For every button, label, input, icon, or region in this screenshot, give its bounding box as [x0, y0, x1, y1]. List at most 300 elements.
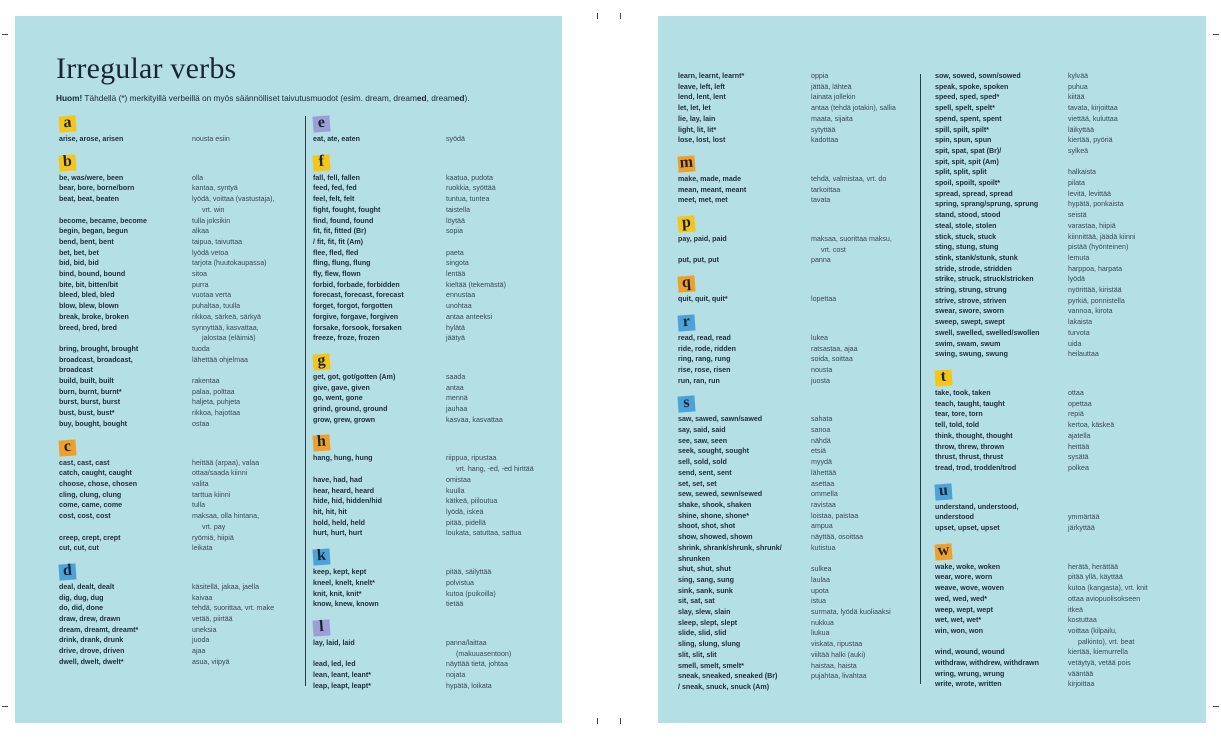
section-letter-u: u	[934, 483, 952, 500]
finnish-translation: pitää yllä, käyttää	[1068, 573, 1123, 582]
verb-forms: deal, dealt, dealt	[59, 582, 115, 591]
verb-row	[678, 114, 896, 125]
finnish-translation: polkea	[1068, 463, 1089, 472]
finnish-translation: heilauttaa	[1068, 350, 1099, 359]
verb-forms: forecast, forecast, forecast	[313, 291, 404, 300]
finnish-translation: antaa anteeksi	[446, 312, 493, 321]
finnish-translation: näyttää, osoittaa	[811, 533, 864, 542]
verb-forms: run, ran, run	[678, 376, 720, 385]
verb-forms: see, saw, seen	[678, 436, 728, 445]
verb-forms: fight, fought, fought	[313, 205, 381, 214]
verb-forms: spill, spilt, spilt*	[935, 125, 989, 134]
verb-forms: spoil, spoilt, spoilt*	[935, 179, 1001, 188]
verb-forms: dream, dreamt, dreamt*	[59, 625, 139, 634]
finnish-translation: kutistua	[811, 543, 836, 552]
verb-forms: lie, lay, lain	[678, 114, 716, 123]
verb-row	[313, 226, 534, 237]
finnish-translation: antaa (tehdä jotakin), sallia	[811, 104, 896, 113]
finnish-translation: rikkoa, hajottaa	[192, 409, 241, 418]
verb-forms: sleep, slept, slept	[678, 618, 738, 627]
verb-forms: bring, brought, brought	[59, 344, 139, 353]
finnish-translation: upota	[811, 586, 829, 595]
finnish-translation: oppia	[811, 72, 829, 80]
finnish-translation: kuulla	[446, 486, 465, 495]
finnish-translation: sanoa	[811, 426, 831, 435]
finnish-translation: loistaa, paistaa	[811, 511, 859, 520]
finnish-translation: ottaa/saada kiinni	[192, 469, 248, 478]
section-letter-a: a	[58, 115, 76, 132]
verb-forms: lose, lost, lost	[678, 136, 726, 145]
finnish-translation: antaa	[446, 383, 464, 392]
section-gap	[313, 425, 534, 433]
verb-row	[935, 679, 1148, 690]
verb-row	[59, 657, 274, 668]
verb-forms: slide, slid, slid	[678, 629, 727, 638]
verb-row	[935, 306, 1148, 317]
finnish-translation: kiertää, pyöriä	[1068, 136, 1113, 145]
verb-forms: make, made, made	[678, 174, 742, 183]
finnish-translation: lopettaa	[811, 295, 837, 304]
section-gap	[313, 610, 534, 618]
section-letter-q: q	[677, 276, 695, 293]
finnish-translation: pitää, pidellä	[446, 518, 486, 527]
verb-row	[313, 173, 534, 184]
finnish-translation: löytää	[446, 216, 465, 225]
verb-forms: feel, felt, felt	[313, 195, 355, 204]
verb-forms: sit, sat, sat	[678, 597, 715, 606]
verb-forms: hurt, hurt, hurt	[313, 529, 363, 538]
verb-row	[935, 274, 1148, 285]
verb-forms: hang, hung, hung	[313, 454, 373, 463]
finnish-translation: järkyttää	[1068, 524, 1095, 533]
finnish-translation: kaatua, pudota	[446, 173, 493, 182]
finnish-translation: rakentaa	[192, 377, 220, 386]
finnish-translation: kutoa (kangasta), vrt. knit	[1068, 584, 1148, 593]
verb-row	[59, 468, 274, 479]
verb-forms: take, took, taken	[935, 388, 991, 397]
verb-forms: quit, quit, quit*	[678, 295, 728, 304]
verb-row	[59, 635, 274, 646]
verb-row	[935, 125, 1148, 136]
finnish-translation: halkaista	[1068, 168, 1096, 177]
verb-forms: sling, slung, slung	[678, 640, 741, 649]
verb-forms: catch, caught, caught	[59, 469, 132, 478]
verb-row	[313, 453, 534, 464]
verb-forms: bet, bet, bet	[59, 248, 99, 257]
verb-row	[935, 232, 1148, 243]
verb-forms: shrink, shrank/shrunk, shrunk/	[678, 543, 782, 552]
verb-forms: grind, ground, ground	[313, 405, 388, 414]
finnish-translation: kostuttaa	[1068, 616, 1097, 625]
verb-row	[678, 564, 896, 575]
verb-forms: lead, led, led	[313, 660, 356, 669]
verb-row	[935, 431, 1148, 442]
verb-row	[935, 82, 1148, 93]
finnish-translation: nousta esiin	[192, 135, 230, 143]
verb-forms: broadcast, broadcast,	[59, 355, 133, 364]
finnish-translation: opettaa	[1068, 399, 1092, 408]
verb-forms: teach, taught, taught	[935, 399, 1005, 408]
verb-row	[59, 194, 274, 205]
verb-forms: be, was/were, been	[59, 173, 124, 182]
finnish-translation: kantaa, syntyä	[192, 184, 238, 193]
verb-forms: say, said, said	[678, 426, 726, 435]
verb-row	[313, 589, 534, 600]
verb-row	[59, 603, 274, 614]
finnish-translation: lähettää	[811, 468, 837, 477]
section-gap	[678, 206, 896, 214]
verb-row	[678, 521, 896, 532]
verb-forms: set, set, set	[678, 479, 717, 488]
finnish-translation: lainata jollekin	[811, 93, 856, 102]
verb-forms: mean, meant, meant	[678, 185, 747, 194]
verb-row	[313, 486, 534, 497]
verb-row	[678, 294, 896, 305]
verb-forms: / fit, fit, fit (Am)	[313, 237, 364, 246]
verb-forms: drink, drank, drunk	[59, 636, 124, 645]
verb-forms: stride, strode, stridden	[935, 264, 1012, 273]
verb-row	[313, 567, 534, 578]
verb-row	[313, 659, 534, 670]
verb-forms: weep, wept, wept	[935, 605, 993, 614]
verb-row	[935, 572, 1148, 583]
verb-row	[935, 409, 1148, 420]
finnish-translation: unohtaa	[446, 302, 472, 311]
verb-row	[59, 625, 274, 636]
finnish-translation: jauhaa	[446, 405, 468, 414]
note-text: Tähdellä (*) merkityillä verbeillä on myös säännölliset taivutusmuodot (esim. dream, dream	[82, 93, 417, 103]
verb-forms: buy, bought, bought	[59, 419, 128, 428]
verb-row	[59, 183, 274, 194]
crop-mark	[2, 34, 8, 35]
finnish-translation: rikkoa, särkeä, särkyä	[192, 312, 261, 321]
verb-forms: burn, burnt, burnt*	[59, 387, 122, 396]
finnish-translation: kasvaa, kasvattaa	[446, 415, 503, 424]
verb-row	[313, 134, 534, 145]
verb-row	[313, 638, 534, 649]
verb-forms: light, lit, lit*	[678, 125, 717, 134]
finnish-translation: heittää (arpaa), valaa	[192, 458, 260, 467]
verb-forms: speed, sped, sped*	[935, 93, 1000, 102]
verb-row	[935, 502, 1148, 513]
finnish-translation: tulla joksikin	[192, 216, 231, 225]
finnish-translation: vetäytyä, vetää pois	[1068, 659, 1131, 668]
verb-forms: bear, bore, borne/born	[59, 184, 135, 193]
verb-forms: forbid, forbade, forbidden	[313, 280, 400, 289]
section-letter-g: g	[312, 353, 330, 370]
verb-row	[678, 344, 896, 355]
left-page	[15, 16, 562, 723]
verb-forms: knit, knit, knit*	[313, 589, 362, 598]
finnish-translation: syödä	[446, 135, 465, 143]
verb-forms: slay, slew, slain	[678, 608, 731, 617]
verb-forms: weave, wove, woven	[935, 584, 1004, 593]
finnish-translation: mennä	[446, 394, 468, 403]
finnish-translation: pilata	[1068, 179, 1085, 188]
verb-forms: fall, fell, fallen	[313, 173, 360, 182]
verb-row	[935, 388, 1148, 399]
finnish-translation: kätkeä, piiloutua	[446, 497, 498, 506]
verb-row	[935, 463, 1148, 474]
verb-forms: shake, shook, shaken	[678, 500, 752, 509]
finnish-translation: voittaa (kilpailu,	[1068, 626, 1117, 635]
finnish-translation: vuotaa verta	[192, 291, 232, 300]
verb-forms: swell, swelled, swelled/swollen	[935, 328, 1040, 337]
finnish-translation: panna	[811, 256, 831, 265]
finnish-translation: levitä, levittää	[1068, 189, 1111, 198]
finnish-translation: ymmärtää	[1068, 513, 1100, 522]
verb-forms: broadcast	[59, 366, 93, 375]
verb-row	[678, 185, 896, 196]
verb-forms: sew, sewed, sewn/sewed	[678, 490, 763, 499]
verb-row	[678, 639, 896, 650]
finnish-translation: ostaa	[192, 419, 210, 428]
finnish-translation: myydä	[811, 458, 832, 467]
section-letter-l: l	[312, 619, 330, 636]
verb-row	[935, 452, 1148, 463]
verb-row	[313, 393, 534, 404]
verb-forms: draw, drew, drawn	[59, 615, 121, 624]
verb-forms: string, strung, strung	[935, 286, 1007, 295]
verb-row	[935, 605, 1148, 616]
finnish-translation: nyörittää, kiristää	[1068, 286, 1122, 295]
finnish-translation: ravistaa	[811, 500, 836, 509]
finnish-translation: tehdä, valmistaa, vrt. do	[811, 174, 887, 183]
verb-forms: wet, wet, wet*	[935, 616, 982, 625]
verb-forms: forgive, forgave, forgiven	[313, 312, 399, 321]
note-prefix: Huom!	[56, 93, 83, 103]
verb-forms: bind, bound, bound	[59, 270, 126, 279]
finnish-translation: ruokkia, syöttää	[446, 184, 496, 193]
verb-forms: cut, cut, cut	[59, 544, 99, 553]
finnish-translation: laulaa	[811, 575, 830, 584]
finnish-translation: viettää, kuluttaa	[1068, 114, 1118, 123]
column-4	[935, 71, 1148, 690]
verb-row	[59, 582, 274, 593]
verb-row	[313, 507, 534, 518]
verb-row	[313, 216, 534, 227]
section-gap	[313, 344, 534, 352]
finnish-translation: loukata, satuttaa, sattua	[446, 529, 522, 538]
verb-row	[313, 333, 534, 344]
verb-forms: cost, cost, cost	[59, 512, 111, 521]
finnish-translation: surmata, lyödä kuoliaaksi	[811, 608, 891, 617]
verb-row	[313, 183, 534, 194]
finnish-translation: repiä	[1068, 410, 1084, 419]
verb-row	[935, 349, 1148, 360]
finnish-translation: taipua, taivuttaa	[192, 237, 243, 246]
verb-forms: lay, laid, laid	[313, 638, 355, 647]
finnish-translation: kiinnittää, jäädä kiinni	[1068, 232, 1136, 241]
section-gap	[935, 360, 1148, 368]
verb-row	[935, 562, 1148, 573]
finnish-translation: kutoa (puikoilla)	[446, 589, 496, 598]
finnish-translation: pistää (hyönteinen)	[1068, 243, 1129, 252]
verb-forms: come, came, come	[59, 501, 123, 510]
verb-row	[935, 157, 1148, 168]
verb-forms: throw, threw, thrown	[935, 442, 1005, 451]
section-letter-k: k	[312, 549, 330, 566]
finnish-translation: etsiä	[811, 447, 826, 456]
note-end: ).	[464, 93, 470, 103]
finnish-translation: pujahtaa, livahtaa	[811, 672, 867, 681]
section-letter-h: h	[312, 435, 330, 452]
finnish-translation: vääntää	[1068, 669, 1094, 678]
verb-row	[935, 92, 1148, 103]
verb-forms: shine, shone, shone*	[678, 511, 749, 520]
verb-row	[935, 221, 1148, 232]
finnish-translation: nukkua	[811, 618, 834, 627]
verb-row	[59, 397, 274, 408]
finnish-translation: hypätä, loikata	[446, 681, 492, 690]
finnish-translation: herätä, herättää	[1068, 562, 1119, 571]
verb-forms: get, got, got/gotten (Am)	[313, 372, 396, 381]
page-title: Irregular verbs	[56, 52, 237, 85]
crop-mark	[2, 706, 8, 707]
verb-forms: tell, told, told	[935, 421, 980, 430]
section-letter-b: b	[58, 154, 76, 171]
finnish-translation: singota	[446, 259, 469, 268]
verb-row	[678, 500, 896, 511]
verb-row	[678, 354, 896, 365]
finnish-translation: kylvää	[1068, 72, 1089, 80]
verb-forms: swing, swung, swung	[935, 350, 1008, 359]
verb-row	[313, 248, 534, 259]
verb-forms: burst, burst, burst	[59, 398, 121, 407]
section-gap	[59, 554, 274, 562]
finnish-translation: ottaa	[1068, 388, 1084, 397]
finnish-translation: lemuta	[1068, 253, 1090, 262]
verb-row	[935, 178, 1148, 189]
verb-row	[935, 296, 1148, 307]
section-gap	[678, 305, 896, 313]
verb-forms: spell, spelt, spelt*	[935, 104, 995, 113]
crop-mark	[597, 13, 598, 19]
verb-forms: tread, trod, trodden/trod	[935, 463, 1017, 472]
verb-forms: fling, flung, flung	[313, 259, 371, 268]
verb-row	[678, 103, 896, 114]
finnish-translation: valita	[192, 479, 209, 488]
verb-row	[59, 511, 274, 522]
finnish-translation: tarttua kiinni	[192, 490, 231, 499]
section-letter-c: c	[58, 439, 76, 456]
verb-row	[935, 285, 1148, 296]
verb-forms: send, sent, sent	[678, 468, 732, 477]
section-gap	[678, 146, 896, 154]
verb-row	[313, 323, 534, 334]
verb-forms: sweep, swept, swept	[935, 318, 1005, 327]
verb-row	[313, 280, 534, 291]
verb-row	[678, 82, 896, 93]
verb-row	[59, 490, 274, 501]
verb-forms: rise, rose, risen	[678, 365, 731, 374]
finnish-translation: harppoa, harpata	[1068, 264, 1123, 273]
verb-row	[59, 280, 274, 291]
verb-row	[935, 442, 1148, 453]
finnish-translation: maksaa, olla hintana,	[192, 512, 260, 521]
verb-forms: think, thought, thought	[935, 431, 1013, 440]
verb-row	[313, 528, 534, 539]
verb-row	[678, 554, 896, 565]
verb-forms: hit, hit, hit	[313, 507, 347, 516]
verb-forms: put, put, put	[678, 256, 719, 265]
verb-row	[678, 365, 896, 376]
finnish-translation: taistella	[446, 205, 471, 214]
finnish-translation: paeta	[446, 248, 464, 257]
finnish-translation: kiertää, kiemurrella	[1068, 648, 1128, 657]
finnish-translation: tuntua, tuntea	[446, 195, 490, 204]
verb-forms: hide, hid, hidden/hid	[313, 497, 382, 506]
finnish-translation: lyödä, iskeä	[446, 507, 484, 516]
verb-row	[935, 71, 1148, 82]
verb-row	[678, 575, 896, 586]
finnish-translation: haistaa, haista	[811, 661, 857, 670]
verb-forms: bend, bent, bent	[59, 237, 114, 246]
verb-forms: drive, drove, driven	[59, 647, 125, 656]
finnish-translation: palkinto), vrt. beat	[1078, 637, 1135, 646]
finnish-translation: haljeta, puhjeta	[192, 398, 241, 407]
verb-forms: dig, dug, dug	[59, 593, 104, 602]
section-letter-p: p	[677, 215, 695, 232]
finnish-translation: palaa, polttaa	[192, 387, 235, 396]
finnish-translation: vrt. win	[202, 205, 225, 214]
column-1	[59, 114, 274, 668]
verb-row	[935, 626, 1148, 637]
finnish-translation: sitoa	[192, 270, 207, 279]
verb-forms: cast, cast, cast	[59, 458, 110, 467]
finnish-translation: soida, soittaa	[811, 355, 853, 364]
verb-forms: spend, spent, spent	[935, 114, 1002, 123]
finnish-translation: asua, viipyä	[192, 657, 230, 666]
section-gap	[313, 145, 534, 153]
note-ed-2: ed	[454, 93, 465, 103]
verb-row	[313, 205, 534, 216]
finnish-translation: kirjoittaa	[1068, 680, 1095, 689]
verb-forms: shoot, shot, shot	[678, 522, 736, 531]
verb-row	[313, 312, 534, 323]
verb-row	[313, 404, 534, 415]
finnish-translation: kieltää (tekemästä)	[446, 280, 506, 289]
finnish-translation: tulla	[192, 501, 206, 510]
finnish-translation: turvota	[1068, 328, 1090, 337]
verb-forms: spit, spat, spat (Br)/	[935, 146, 1002, 155]
section-gap	[678, 386, 896, 394]
finnish-translation: viskata, ripustaa	[811, 640, 863, 649]
verb-forms: break, broke, broken	[59, 312, 129, 321]
verb-row	[59, 419, 274, 430]
verb-row	[313, 496, 534, 507]
section-gap	[313, 539, 534, 547]
verb-row	[678, 376, 896, 387]
verb-row	[935, 189, 1148, 200]
finnish-translation: jalostaa (eläimiä)	[202, 334, 256, 343]
verb-forms: give, gave, given	[313, 383, 370, 392]
finnish-translation: maksaa, suorittaa maksu,	[811, 235, 892, 244]
finnish-translation: ratsastaa, ajaa	[811, 344, 858, 353]
verb-forms: seek, sought, sought	[678, 447, 749, 456]
finnish-translation: läikyttää	[1068, 125, 1095, 134]
finnish-translation: nähdä	[811, 436, 831, 445]
verb-forms: write, wrote, written	[935, 680, 1002, 689]
finnish-translation: sysätä	[1068, 453, 1089, 462]
verb-row	[59, 593, 274, 604]
verb-forms: spin, spun, spun	[935, 136, 992, 145]
verb-row	[935, 512, 1148, 523]
verb-row	[935, 114, 1148, 125]
verb-row	[313, 372, 534, 383]
verb-forms: blow, blew, blown	[59, 302, 119, 311]
verb-row	[935, 317, 1148, 328]
